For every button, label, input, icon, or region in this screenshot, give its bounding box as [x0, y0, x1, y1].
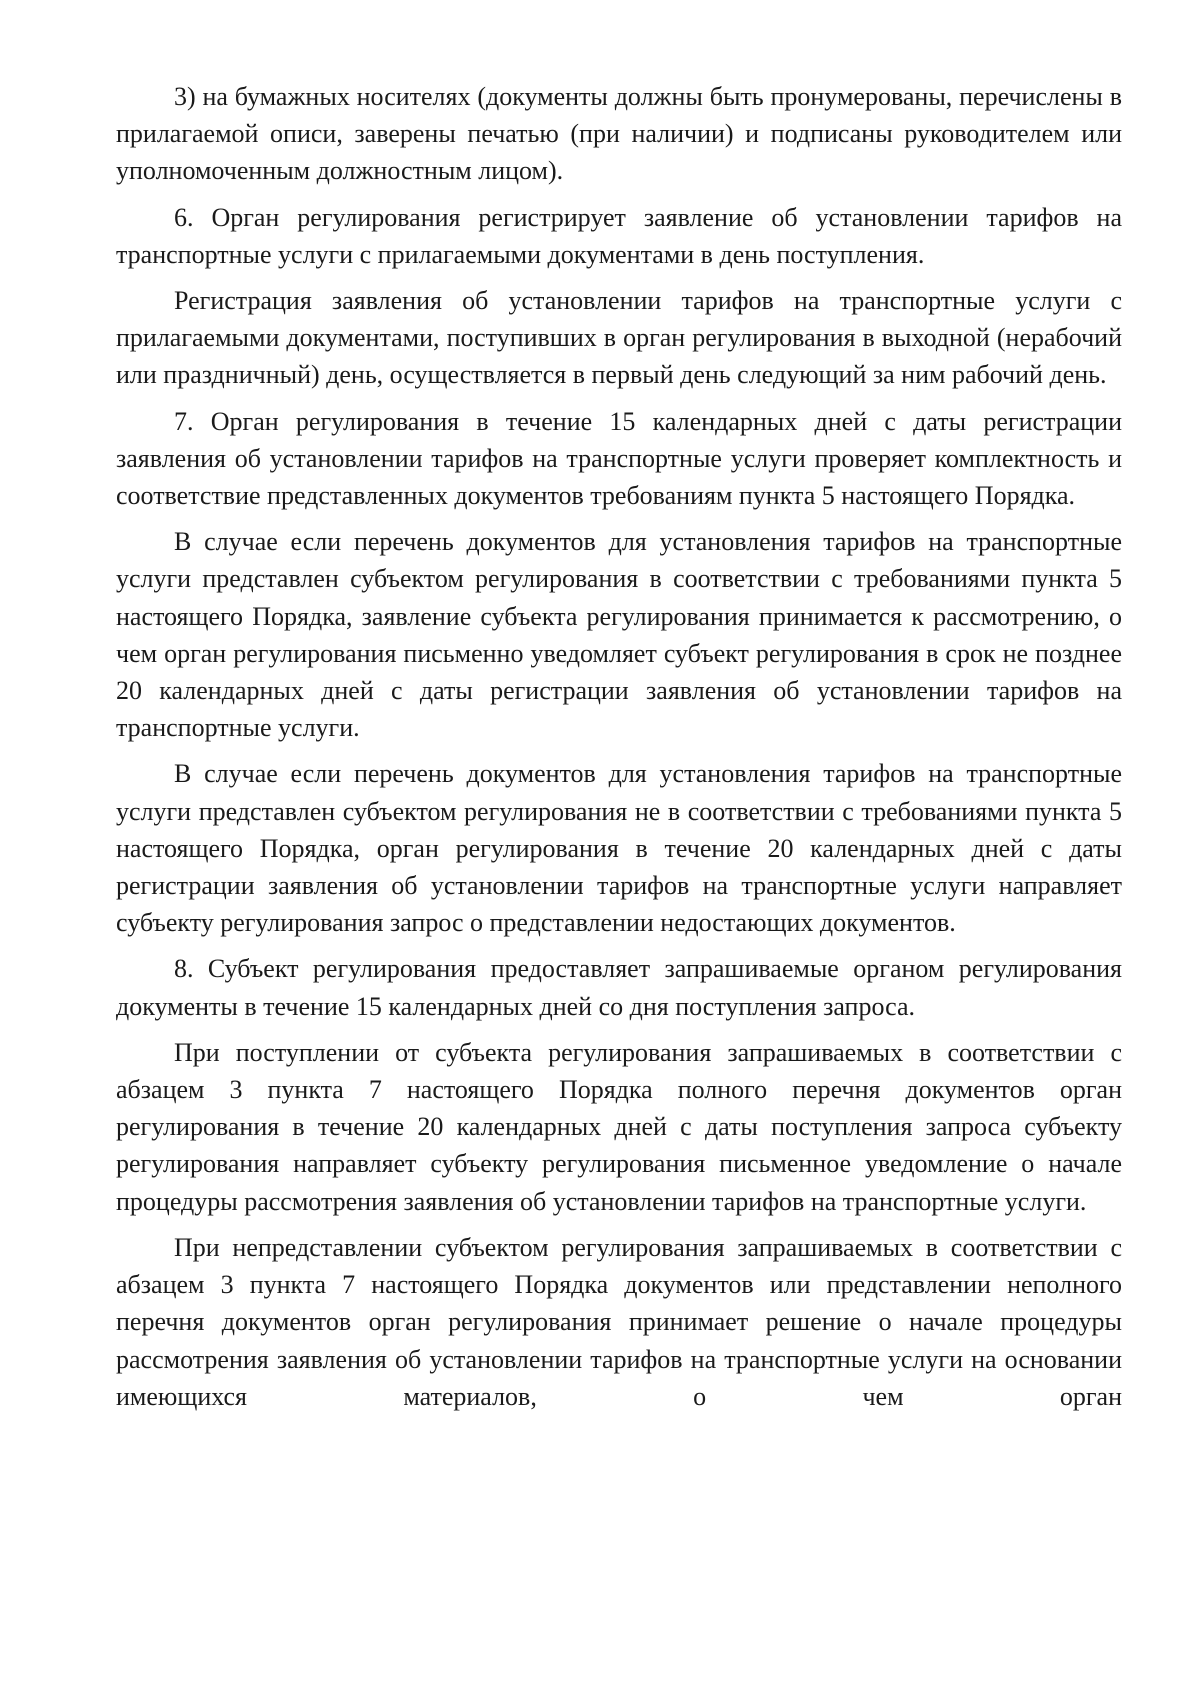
paragraph-6-weekend-registration: Регистрация заявления об установлении тарифов на транспортные услуги с прилагаемыми документами, поступивших в орган регулирования в выходной (нерабочий или праздничный) день, осуществляется в первый день следующий за ним рабочий день.: [116, 286, 1122, 390]
paragraph-item-3-paper: 3) на бумажных носителях (документы должны быть пронумерованы, перечислены в прилагаемой описи, заверены печатью (при наличии) и подписаны руководителем или уполномоченным должностным лицом).: [116, 82, 1122, 186]
paragraph-7-check: 7. Орган регулирования в течение 15 календарных дней с даты регистрации заявления об установлении тарифов на транспортные услуги проверяет комплектность и соответствие представленных документов требованиям пункта 5 настоящего Порядка.: [116, 406, 1122, 511]
paragraph-7-request: В случае если перечень документов для установления тарифов на транспортные услуги представлен субъектом регулирования не в соответствии с требованиями пункта 5 настоящего Порядка, орган регулирования в течение 20 календарных дней с даты регистрации заявления об установлении тарифов на транспортные услуги направляет субъекту регулирования запрос о представлении недостающих документов.: [116, 759, 1122, 938]
document-page: [116, 78, 1122, 1424]
paragraph-6-registration: 6. Орган регулирования регистрирует заявление об установлении тарифов на транспортные услуги с прилагаемыми документами в день поступления.: [116, 202, 1122, 269]
paragraph-8-full-set: При поступлении от субъекта регулирования запрашиваемых в соответствии с абзацем 3 пункта 7 настоящего Порядка полного перечня документов орган регулирования в течение 20 календарных дней с даты поступления запроса субъекту регулирования направляет субъекту регулирования письменное уведомление о начале процедуры рассмотрения заявления об установлении тарифов на транспортные услуги.: [116, 1037, 1122, 1216]
paragraph-8-incomplete: При непредставлении субъектом регулирования запрашиваемых в соответствии с абзацем 3 пункта 7 настоящего Порядка документов или представлении неполного перечня документов орган регулирования принимает решение о начале процедуры рассмотрения заявления об установлении тарифов на транспортные услуги на основании имеющихся материалов, о чем орган: [116, 1232, 1122, 1411]
paragraph-8-provide: 8. Субъект регулирования предоставляет запрашиваемые органом регулирования документы в течение 15 календарных дней со дня поступления запроса.: [116, 954, 1122, 1021]
paragraph-7-accepted: В случае если перечень документов для установления тарифов на транспортные услуги представлен субъектом регулирования в соответствии с требованиями пункта 5 настоящего Порядка, заявление субъекта регулирования принимается к рассмотрению, о чем орган регулирования письменно уведомляет субъект регулирования в срок не позднее 20 календарных дней с даты регистрации заявления об установлении тарифов на транспортные услуги.: [116, 527, 1122, 743]
